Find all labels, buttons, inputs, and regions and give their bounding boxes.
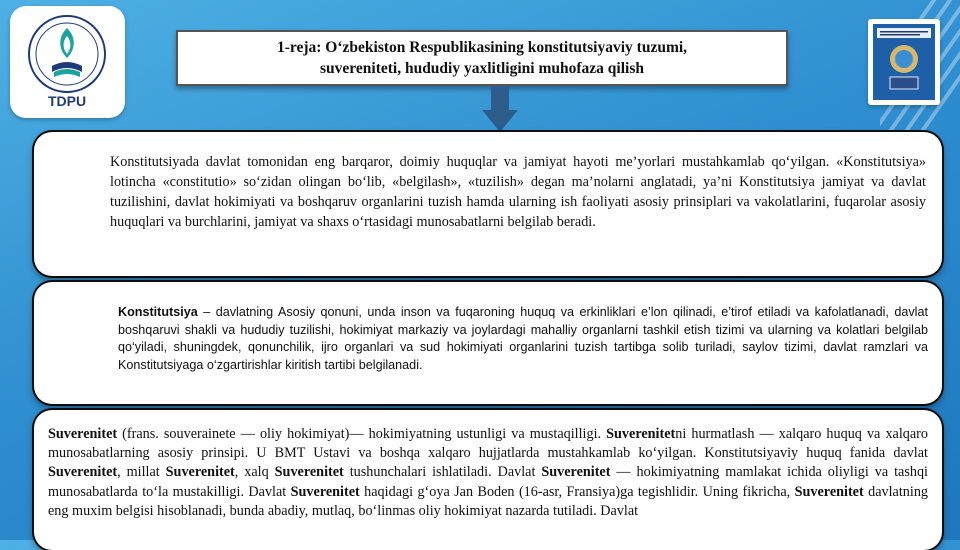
book-cover-icon: [868, 19, 940, 105]
title-line-2: suvereniteti, hududiy yaxlitligini muhofaza qilish: [320, 60, 644, 77]
content-card-constitution-intro: [34, 132, 942, 276]
card3-term-4: Suverenitet: [165, 464, 235, 481]
card2-term: Konstitutsiya: [118, 305, 198, 319]
card2-text: – davlatning Asosiy qonuni, unda inson va fuqaroning huquq va erkinliklari e’lon qilinadi, e’tirof etiladi va kafolatlanadi, davlat boshqaruvi shakli va hududiy tuzilishi, hokimiyat markaziy va joylardagi mahalliy organlarni tashkil etish tizimi va ularning va kolatlari belgilab qo‘yiladi, shuningdek, qonunchilik, ijro organlari va sud hokimiyati organlarini tuzish tartibga solib turiladi, saylov tizimi, davlat ramzlari va Konstitutsiyaga o‘zgartirishlar kiritish tartibi belgilanadi.: [118, 305, 928, 372]
card3-term-5: Suverenitet: [274, 464, 344, 481]
card3-text-5: tushunchalari ishlatiladi. Davlat: [343, 464, 542, 481]
card3-term-7: Suverenitet: [290, 483, 360, 500]
content-card-sovereignty: [34, 410, 942, 550]
tdpu-logo: [10, 6, 125, 118]
card3-text-7: haqidagi g‘oya Jan Boden (16-asr, Fransiya)ga tegishlidir. Uning fikricha,: [359, 483, 795, 500]
card3-text-1: (frans. souverainete — oliy hokimiyat)— hokimiyatning ustunligi va mustaqilligi.: [117, 426, 607, 442]
title-line-1: 1-reja: O‘zbekiston Respublikasining konstitutsiyaviy tuzumi,: [276, 39, 688, 56]
card3-term-2: Suverenitet: [606, 426, 676, 442]
card3-text-4: , xalq: [234, 464, 275, 481]
card3-text-8: davlatning eng muxim belgisi hisoblanadi, bunda abadiy, mutlaq, bo‘linmas oliy hokimiyat nazarda tutiladi. Davlat: [48, 483, 929, 519]
card3-text-3: , millat: [117, 464, 166, 481]
card3-term-1: Suverenitet: [48, 426, 118, 442]
card3-paragraph: [48, 425, 928, 521]
card3-text-6: — hokimiyatning mamlakat ichida oliyligi va tashqi munosabatlarda to‘la mustakilligi. Davlat: [48, 464, 928, 500]
content-card-constitution-definition: [34, 282, 942, 404]
card3-term-3: Suverenitet: [48, 464, 118, 481]
card3-text-2: ni hurmatlash — xalqaro huquq va xalqaro munosabatlarning asosiy prinsipi. U BMT Ustavi va boshqa xalqaro hujjatlarda mustahkamlab ko‘yilgan. Konstitutsiyaviy huquq fanida davlat: [48, 426, 928, 462]
logo-text: TDPU: [47, 93, 87, 109]
down-arrow-icon: [476, 86, 524, 134]
card2-paragraph: [46, 304, 928, 374]
card3-term-8: Suverenitet: [794, 483, 864, 500]
book-cover-image: [868, 19, 940, 105]
card1-text: Konstitutsiyada davlat tomonidan eng barqaror, doimiy huquqlar va jamiyat hayoti me’yorlari mustahkamlab qo‘yilgan. «Konstitutsiya» lotincha «constitutio» so‘zidan olingan bo‘lib, «belgilash», «tuzilish» degan ma’nolarni anglatadi, ya’ni Konstitutsiya jamiyat va davlat tuzilishini, davlat hokimiyati va boshqaruv organlarini tuzish hamda ularning ish faoliyati asosiy prinsiplari va vakolatlarini, fuqarolar asosiy huquqlari va burchlarini, jamiyat va shaxs o‘rtasidagi munosabatlarni belgilab beradi.: [110, 154, 926, 230]
card3-term-6: Suverenitet: [541, 464, 611, 481]
university-logo-icon: [10, 6, 125, 118]
slide-title: [176, 30, 788, 86]
